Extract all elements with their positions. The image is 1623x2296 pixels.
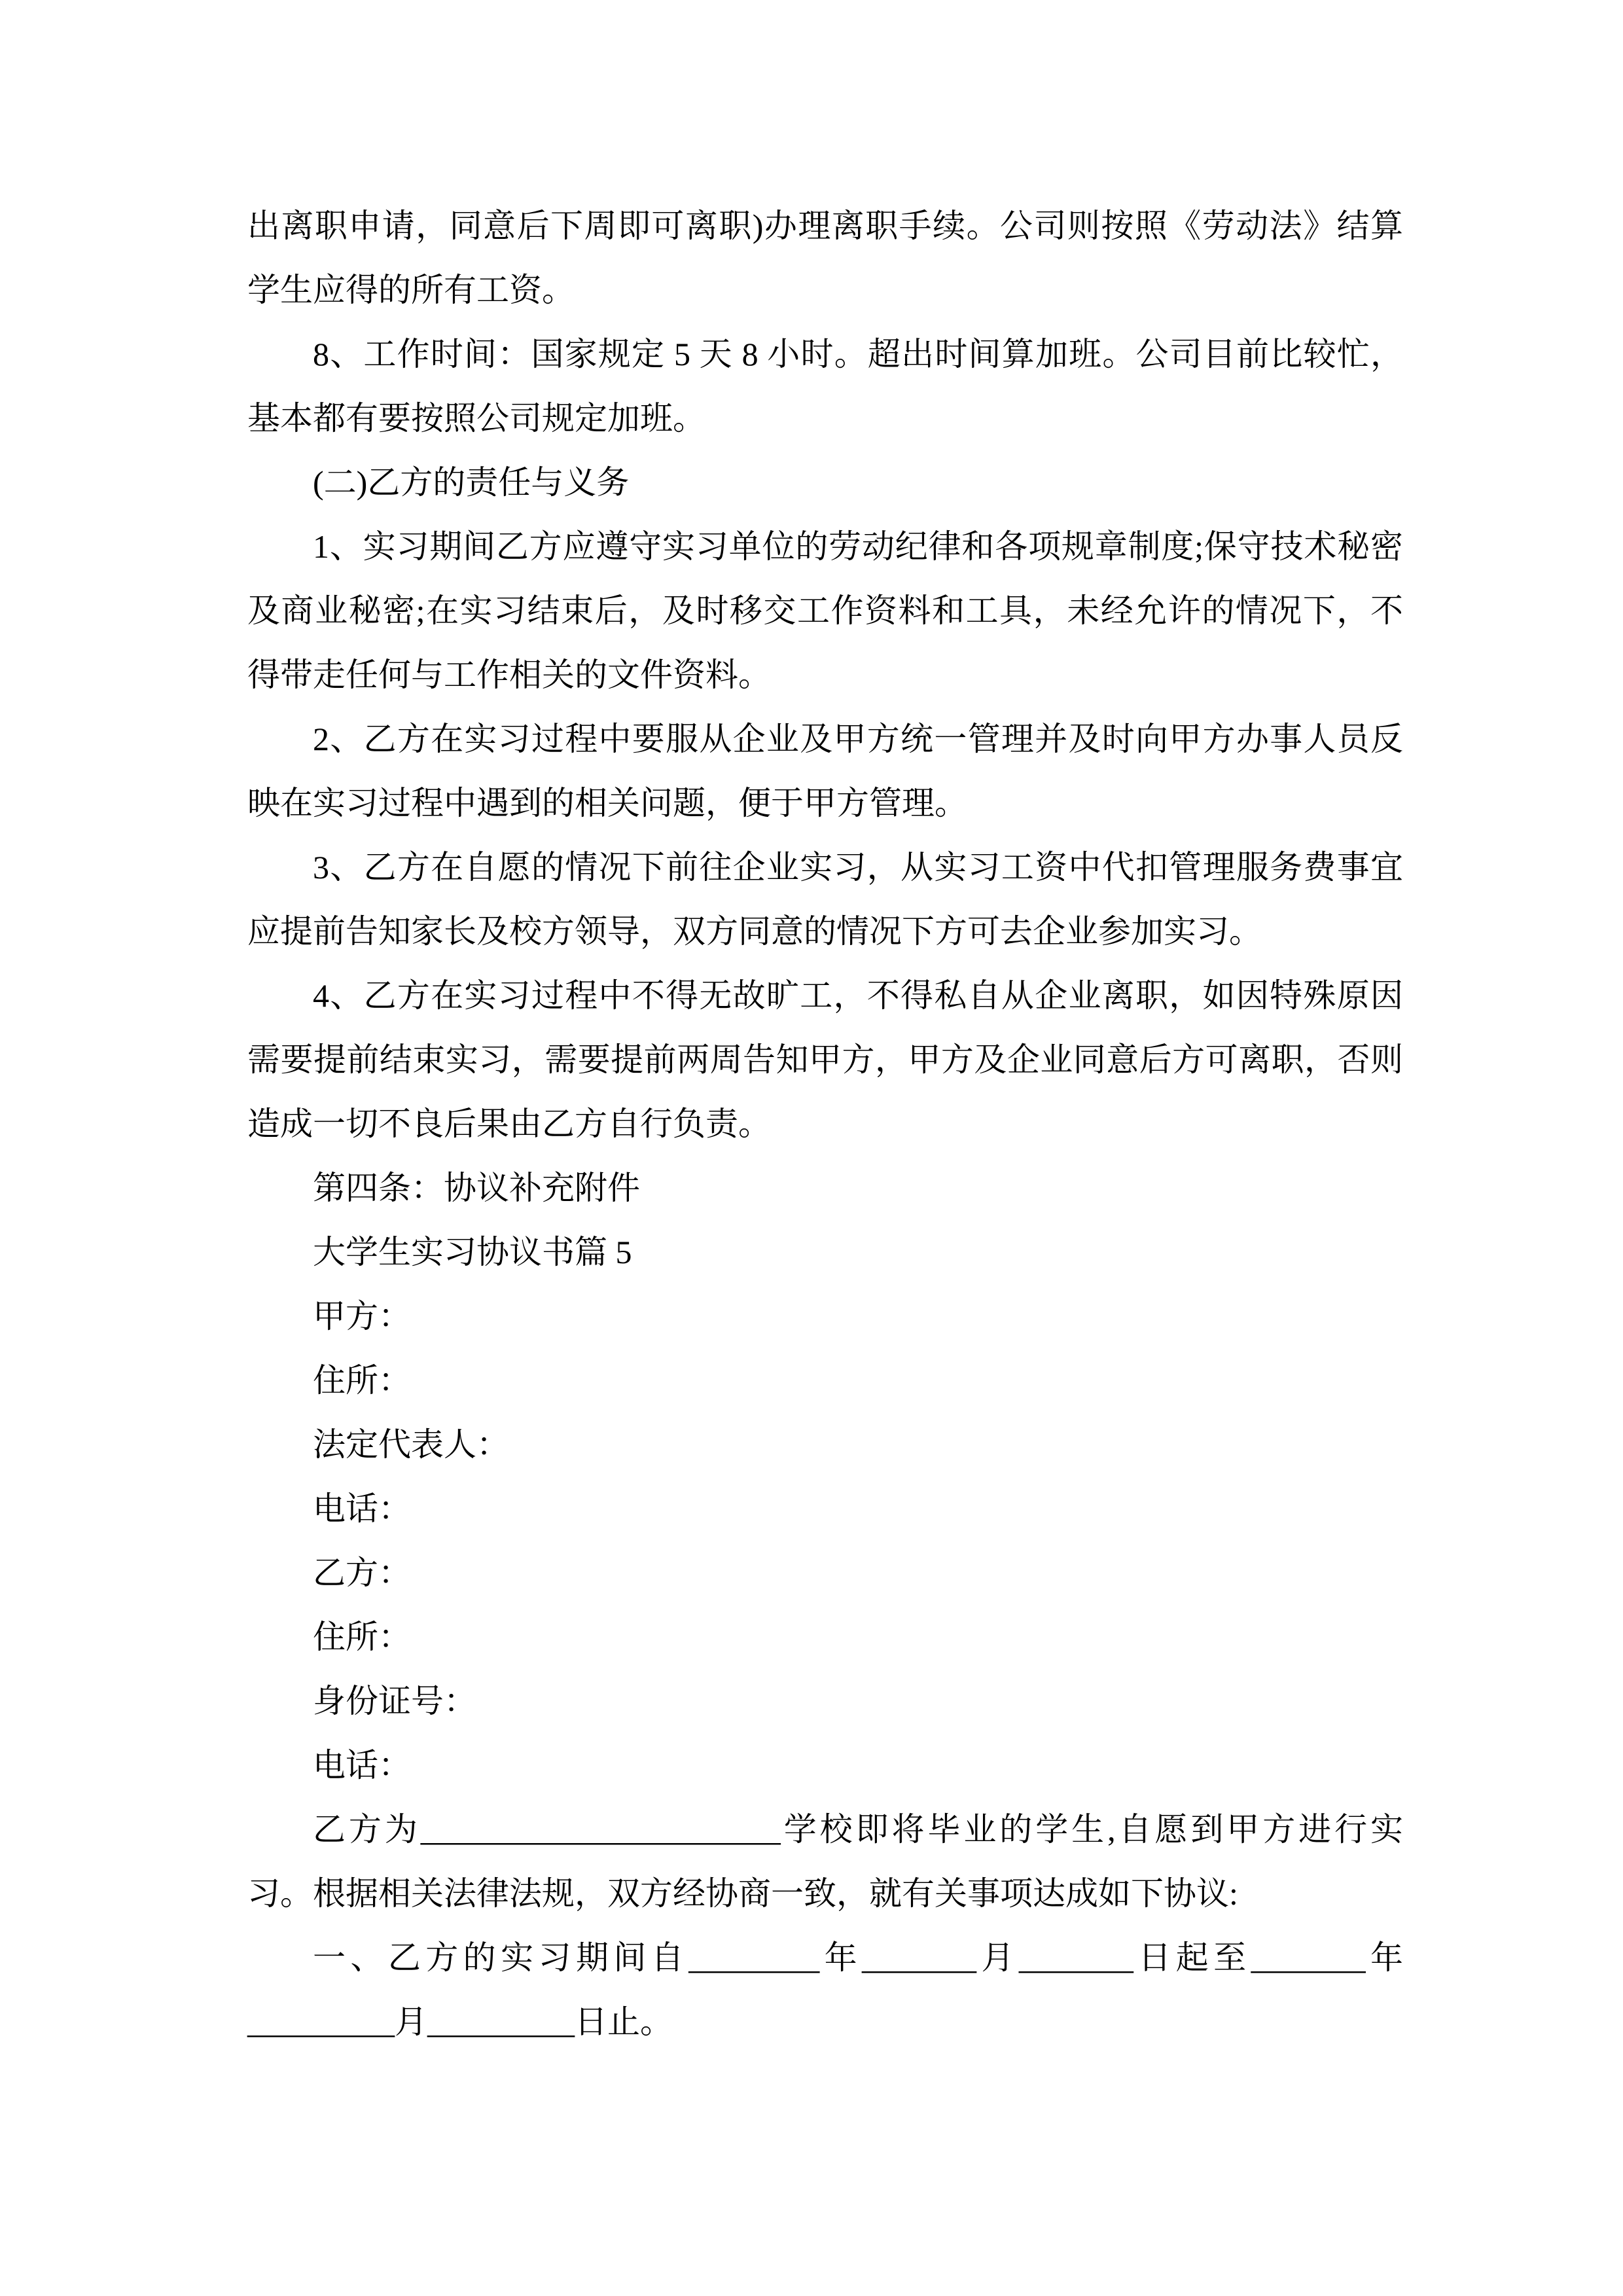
- text-line-10: 映在实习过程中遇到的相关问题，便于甲方管理。: [247, 785, 967, 821]
- text-line-16: 第四条：协议补充附件: [313, 1170, 640, 1206]
- text-line-4: 基本都有要按照公司规定加班。: [247, 400, 705, 437]
- text-line-13: 4、乙方在实习过程中不得无故旷工，不得私自从企业离职，如因特殊原因: [313, 977, 1403, 1014]
- text-line-20: 法定代表人：: [313, 1426, 509, 1463]
- text-line-8: 得带走任何与工作相关的文件资料。: [247, 656, 771, 693]
- text-line-18: 甲方：: [313, 1298, 411, 1335]
- text-line-22: 乙方：: [313, 1554, 411, 1591]
- text-line-27: 习。根据相关法律法规，双方经协商一致，就有关事项达成如下协议:: [247, 1875, 1238, 1912]
- text-line-7: 及商业秘密;在实习结束后，及时移交工作资料和工具，未经允许的情况下，不: [247, 592, 1403, 629]
- text-line-28: 一、乙方的实习期间自________年_______月_______日起至_______年: [313, 1939, 1403, 1976]
- text-line-6: 1、实习期间乙方应遵守实习单位的劳动纪律和各项规章制度;保守技术秘密: [313, 528, 1403, 565]
- text-line-17: 大学生实习协议书篇 5: [313, 1234, 632, 1270]
- text-line-3: 8、工作时间：国家规定 5 天 8 小时。超出时间算加班。公司目前比较忙，: [313, 336, 1403, 372]
- text-line-11: 3、乙方在自愿的情况下前往企业实习，从实习工资中代扣管理服务费事宜: [313, 849, 1403, 886]
- text-line-1: 出离职申请，同意后下周即可离职)办理离职手续。公司则按照《劳动法》结算: [247, 207, 1403, 244]
- document-text-block: [247, 194, 1403, 2054]
- text-line-12: 应提前告知家长及校方领导，双方同意的情况下方可去企业参加实习。: [247, 913, 1262, 950]
- text-line-2: 学生应得的所有工资。: [247, 272, 575, 308]
- text-line-26: 乙方为______________________学校即将毕业的学生,自愿到甲方进行实: [313, 1811, 1403, 1848]
- text-line-29: _________月_________日止。: [247, 2003, 673, 2040]
- text-line-5: (二)乙方的责任与义务: [313, 464, 630, 501]
- text-line-9: 2、乙方在实习过程中要服从企业及甲方统一管理并及时向甲方办事人员反: [313, 721, 1403, 757]
- text-line-25: 电话：: [313, 1747, 411, 1784]
- text-line-23: 住所：: [313, 1619, 411, 1655]
- text-line-14: 需要提前结束实习，需要提前两周告知甲方，甲方及企业同意后方可离职，否则: [247, 1041, 1403, 1078]
- text-line-15: 造成一切不良后果由乙方自行负责。: [247, 1105, 771, 1142]
- text-line-24: 身份证号：: [313, 1683, 476, 1719]
- text-line-21: 电话：: [313, 1490, 411, 1527]
- text-line-19: 住所：: [313, 1362, 411, 1399]
